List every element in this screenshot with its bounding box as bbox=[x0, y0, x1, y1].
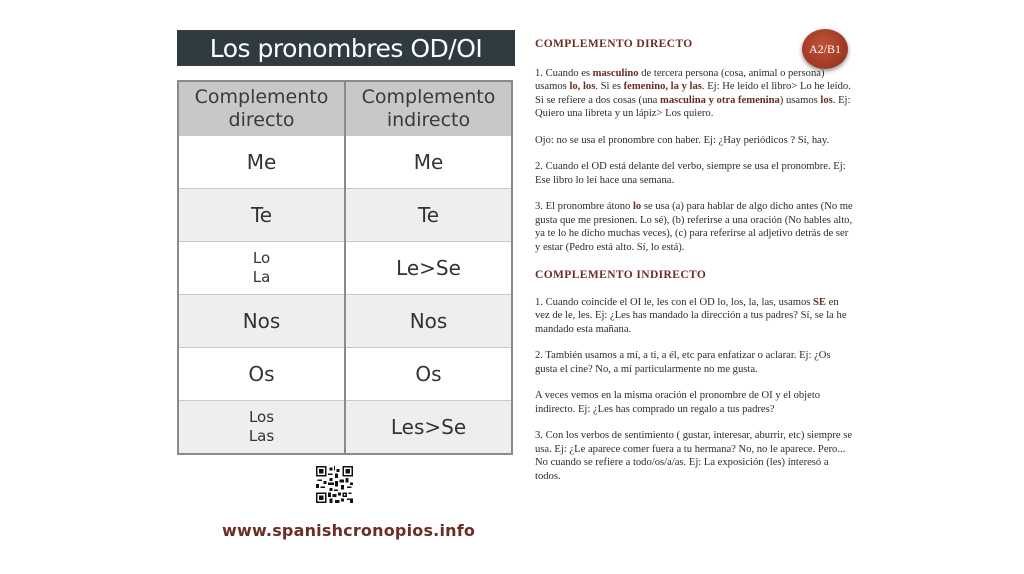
cell-directo bbox=[178, 136, 345, 189]
body-text: ) usamos bbox=[779, 94, 821, 106]
cell-indirecto: Me bbox=[345, 136, 512, 189]
table-row bbox=[178, 136, 512, 189]
indirecto-rule-3: 3. Con los verbos de sentimiento ( gustar, interesar, aburrir, etc) siempre se usa. Ej: ¿Le aparece comer fuera a tu hermana? No, no le aparece. Pero... No cuando se refiere a todo/os/a/as. Ej: La exposición (les) interesó a todos. bbox=[535, 430, 853, 482]
indirecto-rule-1 bbox=[535, 296, 855, 337]
cell-indirecto: Os bbox=[345, 348, 512, 401]
level-badge: A2/B1 bbox=[802, 29, 848, 69]
cell-indirecto: Nos bbox=[345, 295, 512, 348]
header-line: Complemento bbox=[194, 85, 329, 108]
qr-code bbox=[316, 466, 353, 503]
cell-indirecto: Te bbox=[345, 189, 512, 242]
body-text: 1. Cuando es bbox=[535, 67, 593, 79]
pronoun: Los bbox=[248, 408, 275, 426]
header-line: directo bbox=[228, 108, 295, 131]
table-row bbox=[178, 295, 512, 348]
pronoun-table bbox=[177, 80, 513, 455]
indirecto-note: A veces vemos en la misma oración el pronombre de OI y el objeto indirecto. Ej: ¿Les has comprado un regalo a tus padres? bbox=[535, 390, 821, 415]
table-row bbox=[178, 189, 512, 242]
table-row bbox=[178, 348, 512, 401]
table-row bbox=[178, 242, 512, 295]
cell-indirecto: Le>Se bbox=[345, 242, 512, 295]
cell-directo bbox=[178, 295, 345, 348]
body-text: . Si es bbox=[595, 81, 624, 92]
body-text: se usa (a) para hablar de algo dicho antes (No me gusta que me presionen. Lo sé), (b) referirse a una oración (No hables alto, ya te lo he dicho muchas veces), (c) para referirse al adjetivo detrás de ser y estar (Pedro está alto. Sí, lo está). bbox=[535, 201, 853, 253]
pronoun: Te bbox=[250, 203, 273, 227]
highlight-text: lo, los bbox=[569, 81, 596, 92]
indirecto-heading: COMPLEMENTO INDIRECTO bbox=[535, 269, 707, 281]
table-body bbox=[178, 136, 512, 455]
pronoun: Os bbox=[248, 362, 275, 386]
directo-rule-1 bbox=[535, 67, 855, 121]
body-text: 1. Cuando coincide el OI le, les con el OD lo, los, la, las, usamos bbox=[535, 296, 814, 308]
indirecto-rule-2: 2. También usamos a mí, a ti, a él, etc para enfatizar o aclarar. Ej: ¿Os gusta el cine? No, a mí particularmente no me gusta. bbox=[535, 350, 831, 375]
explanation-panel bbox=[535, 38, 855, 496]
highlight-text: SE bbox=[813, 296, 826, 308]
highlight-text: femenino, la y las bbox=[623, 81, 702, 92]
pronoun: Las bbox=[248, 427, 275, 445]
highlight-text: los bbox=[820, 94, 833, 106]
header-line: indirecto bbox=[386, 108, 471, 131]
directo-heading: COMPLEMENTO DIRECTO bbox=[535, 38, 693, 50]
pronoun: Lo bbox=[252, 249, 271, 267]
pronoun: Me bbox=[246, 150, 277, 174]
body-text: . Ej: Quiero una libreta y un lápiz> Los quiero. bbox=[535, 94, 851, 119]
highlight-text: lo bbox=[632, 201, 642, 212]
body-text: . Ej: He leído el libro> Lo he leído. Si se refiere a dos cosas (una bbox=[535, 81, 851, 106]
table-row bbox=[178, 401, 512, 455]
header-indirecto bbox=[345, 81, 512, 136]
header-line: Complemento bbox=[361, 85, 496, 108]
body-text: de tercera persona (cosa, animal o persona) usamos bbox=[535, 67, 825, 92]
cell-directo bbox=[178, 242, 345, 295]
directo-rule-3 bbox=[535, 200, 855, 254]
cell-directo bbox=[178, 189, 345, 242]
cell-directo bbox=[178, 348, 345, 401]
highlight-text: masculino bbox=[592, 67, 639, 79]
body-text: 3. El pronombre átono bbox=[535, 201, 633, 212]
table-header-row bbox=[178, 81, 512, 136]
body-text: en vez de le, les. Ej: ¿Les has mandado la dirección a tus padres? Sí, se la he mandado esta mañana. bbox=[535, 296, 847, 335]
website-url: www.spanishcronopios.info bbox=[222, 521, 476, 540]
directo-rule-2: 2. Cuando el OD está delante del verbo, siempre se usa el pronombre. Ej: Ese libro lo leí hace una semana. bbox=[535, 161, 846, 186]
cell-directo bbox=[178, 401, 345, 455]
header-directo bbox=[178, 81, 345, 136]
cell-indirecto: Les>Se bbox=[345, 401, 512, 455]
pronoun: Nos bbox=[242, 309, 281, 333]
highlight-text: masculina y otra femenina bbox=[660, 94, 780, 106]
directo-note: Ojo: no se usa el pronombre con haber. Ej: ¿Hay periódicos ? Sí, hay. bbox=[535, 134, 830, 146]
pronoun: La bbox=[252, 268, 271, 286]
page-title: Los pronombres OD/OI bbox=[177, 30, 515, 66]
